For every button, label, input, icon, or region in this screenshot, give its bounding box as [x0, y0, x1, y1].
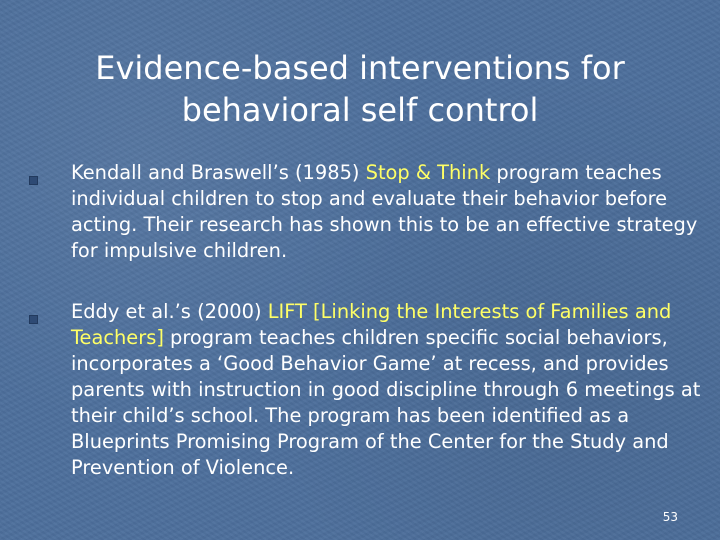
page-number: 53	[662, 510, 678, 524]
bullet-1-highlight: Stop & Think	[365, 161, 491, 184]
bullet-1-pre: Kendall and Braswell’s (1985)	[71, 161, 366, 184]
bullet-2-post: program teaches children specific social behaviors, incorporates a ‘Good Behavior Game’ at recess, and provides parents with instruction in good discipline through 6 meetings at their child’s school. The program has been identified as a Blueprints Promising Program of the Center for the Study and Prevention of Violence.	[71, 326, 701, 479]
title-line-2: behavioral self control	[181, 91, 539, 129]
square-bullet-icon	[29, 315, 38, 324]
bullet-2-pre: Eddy et al.’s (2000)	[71, 300, 268, 323]
bullet-2-highlight: LIFT [Linking the Interests of Families and Teachers]	[71, 300, 672, 349]
bullet-text-2	[71, 299, 711, 481]
bullet-1-post: program teaches individual children to stop and evaluate their behavior before acting. Their research has shown this to be an effective strategy for impulsive children.	[71, 161, 698, 262]
square-bullet-icon	[29, 176, 38, 185]
slide-title	[40, 47, 680, 131]
title-line-1: Evidence-based interventions for	[95, 49, 625, 87]
bullet-text-1	[71, 160, 711, 264]
